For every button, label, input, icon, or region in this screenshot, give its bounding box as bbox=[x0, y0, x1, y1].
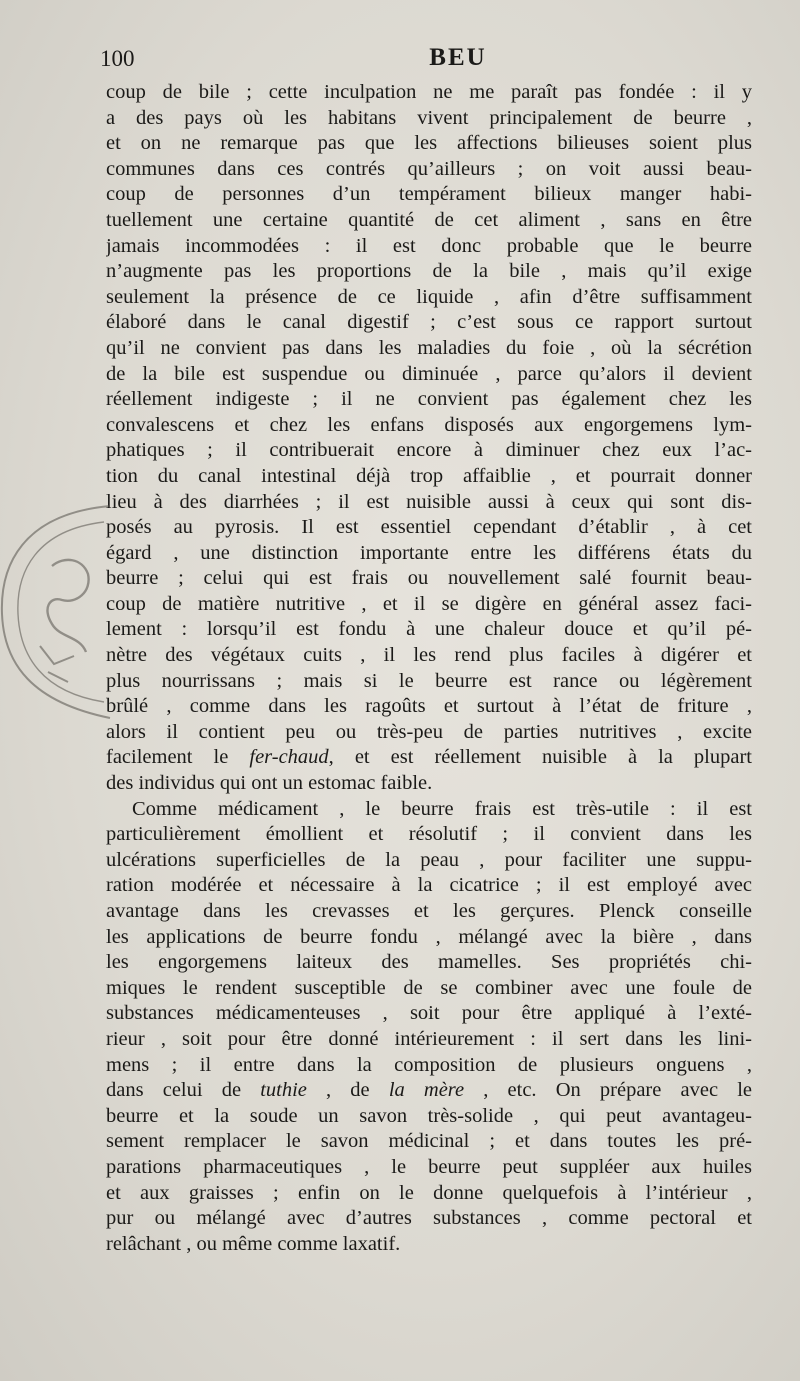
page-number: 100 bbox=[100, 46, 135, 71]
text-segment: tuellement une certaine quantité de cet aliment , sans en être bbox=[106, 208, 752, 231]
text-line bbox=[106, 617, 752, 643]
text-segment: rieur , soit pour être donné intérieurement : il sert dans les lini- bbox=[106, 1027, 752, 1050]
text-segment: de la bile est suspendue ou diminuée , parce qu’alors il devient bbox=[106, 362, 752, 385]
text-segment: et on ne remarque pas que les affections bilieuses soient plus bbox=[106, 132, 752, 155]
text-segment: convalescens et chez les enfans disposés aux engorgemens lym- bbox=[106, 413, 752, 436]
text-segment: jamais incommodées : il est donc probable que le beurre bbox=[106, 234, 752, 257]
text-line bbox=[106, 669, 752, 695]
text-segment: beurre et la soude un savon très-solide , qui peut avantageu- bbox=[106, 1104, 752, 1127]
text-line bbox=[106, 413, 752, 439]
text-line bbox=[106, 157, 752, 183]
text-line bbox=[106, 1104, 752, 1130]
text-segment: , de bbox=[306, 1079, 389, 1102]
text-line bbox=[106, 310, 752, 336]
text-line bbox=[106, 1129, 752, 1155]
text-line bbox=[106, 387, 752, 413]
italic-term: la mère bbox=[388, 1079, 465, 1102]
text-segment: plus nourrissans ; mais si le beurre est rance ou légèrement bbox=[106, 669, 752, 692]
text-segment: ration modérée et nécessaire à la cicatrice ; il est employé avec bbox=[106, 874, 752, 897]
text-segment: parations pharmaceutiques , le beurre peut suppléer aux huiles bbox=[106, 1155, 752, 1178]
text-segment: seulement la présence de ce liquide , afin d’être suffisamment bbox=[106, 285, 752, 308]
text-segment: dans celui de bbox=[106, 1079, 261, 1102]
text-segment: brûlé , comme dans les ragoûts et surtout à l’état de friture , bbox=[106, 695, 752, 718]
text-line bbox=[106, 950, 752, 976]
text-segment: les applications de beurre fondu , mélangé avec la bière , dans bbox=[106, 925, 752, 948]
text-segment: qu’il ne convient pas dans les maladies du foie , où la sécrétion bbox=[106, 336, 752, 359]
text-line bbox=[106, 106, 752, 132]
text-line bbox=[106, 541, 752, 567]
running-head: BEU bbox=[429, 44, 487, 71]
text-line bbox=[106, 285, 752, 311]
text-segment: substances médicamenteuses , soit pour être appliqué à l’exté- bbox=[106, 1002, 752, 1025]
text-segment: et aux graisses ; enfin on le donne quelquefois à l’intérieur , bbox=[106, 1181, 752, 1204]
italic-term: fer-chaud bbox=[249, 746, 329, 769]
text-line bbox=[106, 1155, 752, 1181]
text-segment: Comme médicament , le beurre frais est très-utile : il est bbox=[132, 797, 752, 820]
text-line bbox=[106, 899, 752, 925]
text-line bbox=[106, 1027, 752, 1053]
text-line bbox=[106, 720, 752, 746]
text-line bbox=[106, 131, 752, 157]
text-line bbox=[106, 438, 752, 464]
text-segment: , etc. On prépare avec le bbox=[464, 1079, 752, 1102]
text-segment: nètre des végétaux cuits , il les rend plus faciles à digérer et bbox=[106, 644, 752, 667]
text-segment: élaboré dans le canal digestif ; c’est sous ce rapport surtout bbox=[106, 311, 752, 334]
text-segment: facilement le bbox=[106, 746, 250, 769]
body-text bbox=[106, 80, 752, 1257]
text-line bbox=[106, 1078, 752, 1104]
text-line bbox=[106, 182, 752, 208]
text-line bbox=[106, 336, 752, 362]
text-segment: lement : lorsqu’il est fondu à une chaleur douce et qu’il pé- bbox=[106, 618, 752, 641]
text-line bbox=[106, 797, 752, 823]
paragraph bbox=[106, 797, 752, 1258]
text-segment: ulcérations superficielles de la peau , pour faciliter une suppu- bbox=[106, 848, 752, 871]
text-segment: coup de matière nutritive , et il se digère en général assez faci- bbox=[106, 592, 752, 615]
text-line bbox=[106, 1232, 752, 1258]
text-line bbox=[106, 925, 752, 951]
text-line bbox=[106, 592, 752, 618]
text-line bbox=[106, 643, 752, 669]
library-stamp bbox=[0, 496, 120, 728]
text-line bbox=[106, 848, 752, 874]
text-segment: relâchant , ou même comme laxatif. bbox=[106, 1232, 401, 1255]
text-segment: des individus qui ont un estomac faible. bbox=[106, 772, 433, 795]
text-segment: particulièrement émollient et résolutif ; il convient dans les bbox=[106, 823, 752, 846]
text-segment: , et est réellement nuisible à la plupart bbox=[328, 746, 752, 769]
text-segment: beurre ; celui qui est frais ou nouvellement salé fournit beau- bbox=[106, 567, 752, 590]
text-line bbox=[106, 80, 752, 106]
text-segment: lieu à des diarrhées ; il est nuisible aussi à ceux qui sont dis- bbox=[106, 490, 752, 513]
text-line bbox=[106, 208, 752, 234]
italic-term: tuthie bbox=[260, 1079, 307, 1102]
text-segment: communes dans ces contrés qu’ailleurs ; on voit aussi beau- bbox=[106, 157, 752, 180]
text-line bbox=[106, 362, 752, 388]
text-line bbox=[106, 1053, 752, 1079]
text-line bbox=[106, 1181, 752, 1207]
text-segment: mens ; il entre dans la composition de plusieurs onguens , bbox=[106, 1053, 752, 1076]
text-segment: égard , une distinction importante entre les différens états du bbox=[106, 541, 752, 564]
text-line bbox=[106, 1001, 752, 1027]
text-segment: les engorgemens laiteux des mamelles. Ses propriétés chi- bbox=[106, 951, 752, 974]
text-segment: sement remplacer le savon médicinal ; et dans toutes les pré- bbox=[106, 1130, 752, 1153]
text-segment: coup de personnes d’un tempérament bilieux manger habi- bbox=[106, 183, 752, 206]
text-line bbox=[106, 694, 752, 720]
text-line bbox=[106, 515, 752, 541]
text-segment: tion du canal intestinal déjà trop affaiblie , et pourrait donner bbox=[106, 464, 752, 487]
text-segment: a des pays où les habitans vivent principalement de beurre , bbox=[106, 106, 752, 129]
text-segment: alors il contient peu ou très-peu de parties nutritives , excite bbox=[106, 720, 752, 743]
text-segment: réellement indigeste ; il ne convient pas également chez les bbox=[106, 388, 752, 411]
text-line bbox=[106, 1206, 752, 1232]
page-header bbox=[100, 46, 780, 78]
text-segment: miques le rendent susceptible de se combiner avec une foule de bbox=[106, 976, 752, 999]
text-segment: posés au pyrosis. Il est essentiel cependant d’établir , à cet bbox=[106, 516, 752, 539]
text-segment: coup de bile ; cette inculpation ne me paraît pas fondée : il y bbox=[106, 81, 752, 103]
text-line bbox=[106, 234, 752, 260]
text-line bbox=[106, 771, 752, 797]
text-line bbox=[106, 976, 752, 1002]
text-line bbox=[106, 259, 752, 285]
text-line bbox=[106, 822, 752, 848]
text-segment: n’augmente pas les proportions de la bile , mais qu’il exige bbox=[106, 260, 752, 283]
text-line bbox=[106, 566, 752, 592]
text-segment: pur ou mélangé avec d’autres substances , comme pectoral et bbox=[106, 1207, 752, 1230]
text-line bbox=[106, 490, 752, 516]
text-line bbox=[106, 873, 752, 899]
text-segment: avantage dans les crevasses et les gerçures. Plenck conseille bbox=[106, 900, 752, 922]
text-segment: phatiques ; il contribuerait encore à diminuer chez eux l’ac- bbox=[106, 439, 752, 462]
text-line bbox=[106, 745, 752, 771]
paragraph bbox=[106, 80, 752, 797]
text-line bbox=[106, 464, 752, 490]
